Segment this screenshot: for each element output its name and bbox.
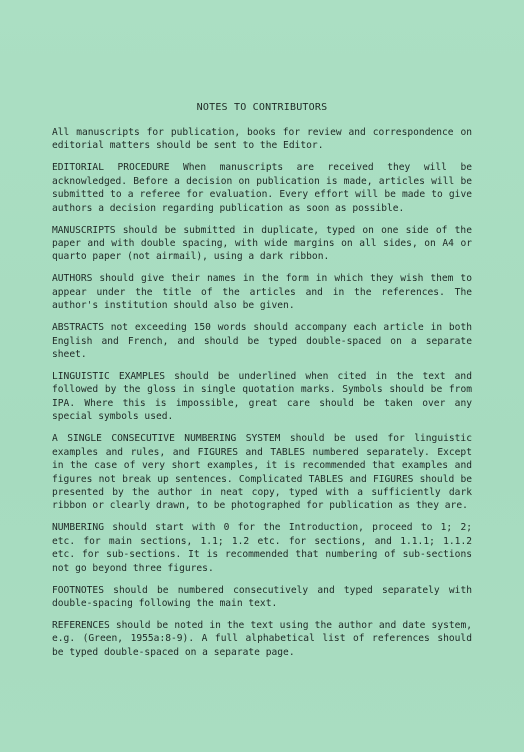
paragraph-intro: All manuscripts for publication, books for review and correspondence on editorial matters should be sent to the Editor. <box>52 127 472 152</box>
paragraph-linguistic-examples: LINGUISTIC EXAMPLES should be underlined when cited in the text and followed by the gloss in single quotation marks. Symbols should be from IPA. Where this is impossible, great care should be taken over any special symbols used. <box>52 371 472 423</box>
paragraph-references: REFERENCES should be noted in the text using the author and date system, e.g. (Green, 1955a:8-9). A full alphabetical list of references should be typed double-spaced on a separate page. <box>52 619 472 658</box>
paragraph-authors: AUTHORS should give their names in the form in which they wish them to appear under the title of the articles and in the references. The author's institution should also be given. <box>52 273 472 312</box>
paragraph-editorial-procedure: EDITORIAL PROCEDURE When manuscripts are received they will be acknowledged. Before a decision on publication is made, articles will be submitted to a referee for evaluation. Every effort will be made to give authors a decision regarding publication as soon as possible. <box>52 162 472 214</box>
paragraph-numbering: NUMBERING should start with 0 for the Introduction, proceed to 1; 2; etc. for main sections, 1.1; 1.2 etc. for sections, and 1.1.1; 1.1.2 etc. for sub-sections. It is recommended that numbering of sub-sections not go beyond three figures. <box>52 522 472 574</box>
paragraph-abstracts: ABSTRACTS not exceeding 150 words should accompany each article in both English and French, and should be typed double-spaced on a separate sheet. <box>52 322 472 361</box>
paragraph-numbering-system: A SINGLE CONSECUTIVE NUMBERING SYSTEM should be used for linguistic examples and rules, and FIGURES and TABLES numbered separately. Except in the case of very short examples, it is recommended that examples and figures not break up sentences. Complicated TABLES and FIGURES should be presented by the author in neat copy, typed with a sufficiently dark ribbon or clearly drawn, to be photographed for publication as they are. <box>52 433 472 512</box>
paragraph-footnotes: FOOTNOTES should be numbered consecutively and typed separately with double-spacing following the main text. <box>52 584 472 609</box>
paragraph-manuscripts: MANUSCRIPTS should be submitted in duplicate, typed on one side of the paper and with double spacing, with wide margins on all sides, on A4 or quarto paper (not airmail), using a dark ribbon. <box>52 224 472 263</box>
page-title: NOTES TO CONTRIBUTORS <box>196 102 328 113</box>
document-body <box>52 126 472 668</box>
